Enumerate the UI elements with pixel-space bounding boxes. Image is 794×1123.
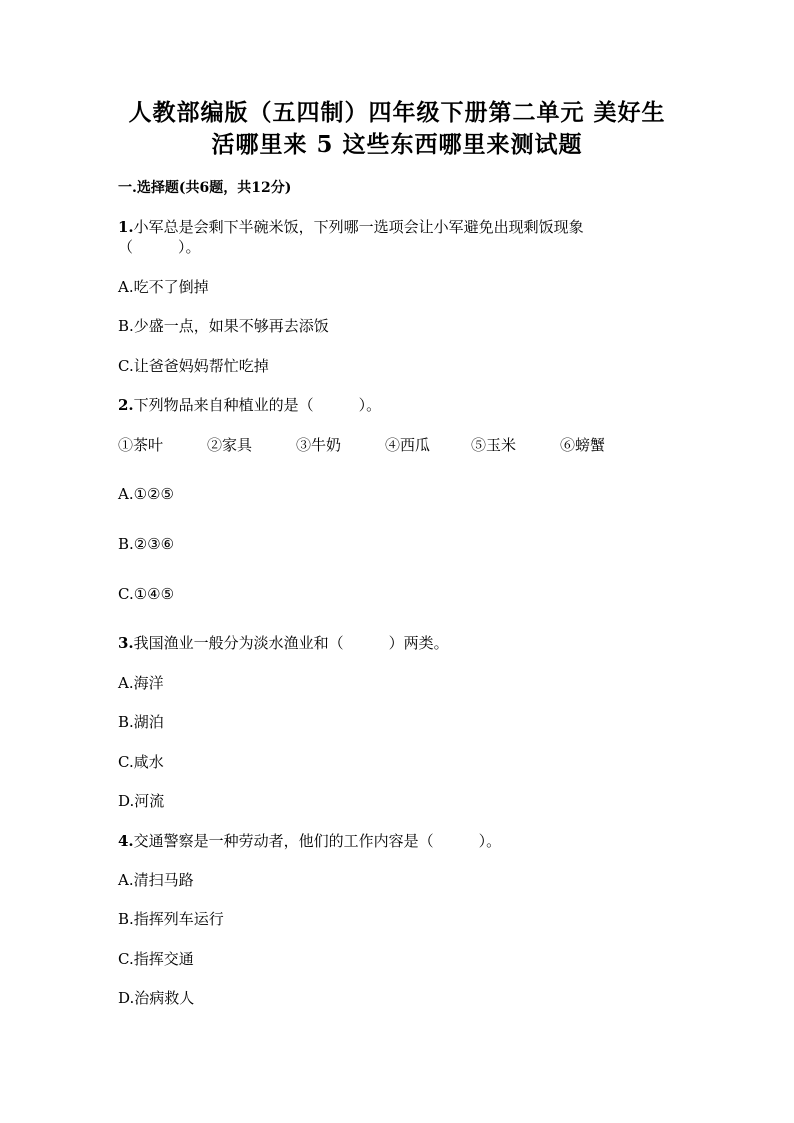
- item-4: ④西瓜: [385, 436, 431, 454]
- question-1-option-a: A.吃不了倒掉: [118, 278, 209, 296]
- document-title-line-2: 活哪里来 5 这些东西哪里来测试题: [211, 131, 583, 158]
- item-5: ⑤玉米: [471, 436, 517, 454]
- question-1-blank: （ ）。: [118, 238, 201, 256]
- question-4-option-a: A.清扫马路: [118, 871, 194, 889]
- question-1-option-b: B.少盛一点，如果不够再去添饭: [118, 317, 329, 335]
- item-1: ①茶叶: [118, 436, 164, 454]
- document-title-line-1: 人教部编版（五四制）四年级下册第二单元 美好生: [128, 99, 666, 126]
- question-number: 1.: [118, 218, 134, 236]
- question-text: 小军总是会剩下半碗米饭，下列哪一选项会让小军避免出现剩饭现象: [133, 218, 584, 236]
- question-4-stem: [118, 831, 501, 851]
- question-text: 我国渔业一般分为淡水渔业和（ ）两类。: [133, 634, 449, 652]
- question-4-option-c: C.指挥交通: [118, 950, 194, 968]
- question-2-option-b: B.②③⑥: [118, 535, 175, 553]
- question-3-option-a: A.海洋: [118, 674, 164, 692]
- question-number: 3.: [118, 634, 134, 652]
- question-text: 下列物品来自种植业的是（ ）。: [133, 396, 382, 414]
- question-2-stem: [118, 395, 381, 415]
- section-heading: 一.选择题(共6题，共12分): [118, 180, 292, 196]
- question-3-option-c: C.咸水: [118, 753, 164, 771]
- question-3-option-d: D.河流: [118, 792, 165, 810]
- question-2-item-list: [118, 434, 638, 456]
- item-2: ②家具: [207, 436, 253, 454]
- item-6: ⑥螃蟹: [560, 436, 606, 454]
- question-number: 4.: [118, 832, 134, 850]
- question-1-stem: [118, 217, 584, 237]
- question-text: 交通警察是一种劳动者，他们的工作内容是（ ）。: [133, 832, 502, 850]
- question-2-option-a: A.①②⑤: [118, 485, 174, 503]
- question-4-option-b: B.指挥列车运行: [118, 910, 224, 928]
- item-3: ③牛奶: [296, 436, 342, 454]
- question-3-stem: [118, 633, 449, 653]
- question-2-option-c: C.①④⑤: [118, 585, 175, 603]
- question-4-option-d: D.治病救人: [118, 989, 195, 1007]
- question-3-option-b: B.湖泊: [118, 713, 164, 731]
- question-1-option-c: C.让爸爸妈妈帮忙吃掉: [118, 357, 269, 375]
- question-number: 2.: [118, 396, 134, 414]
